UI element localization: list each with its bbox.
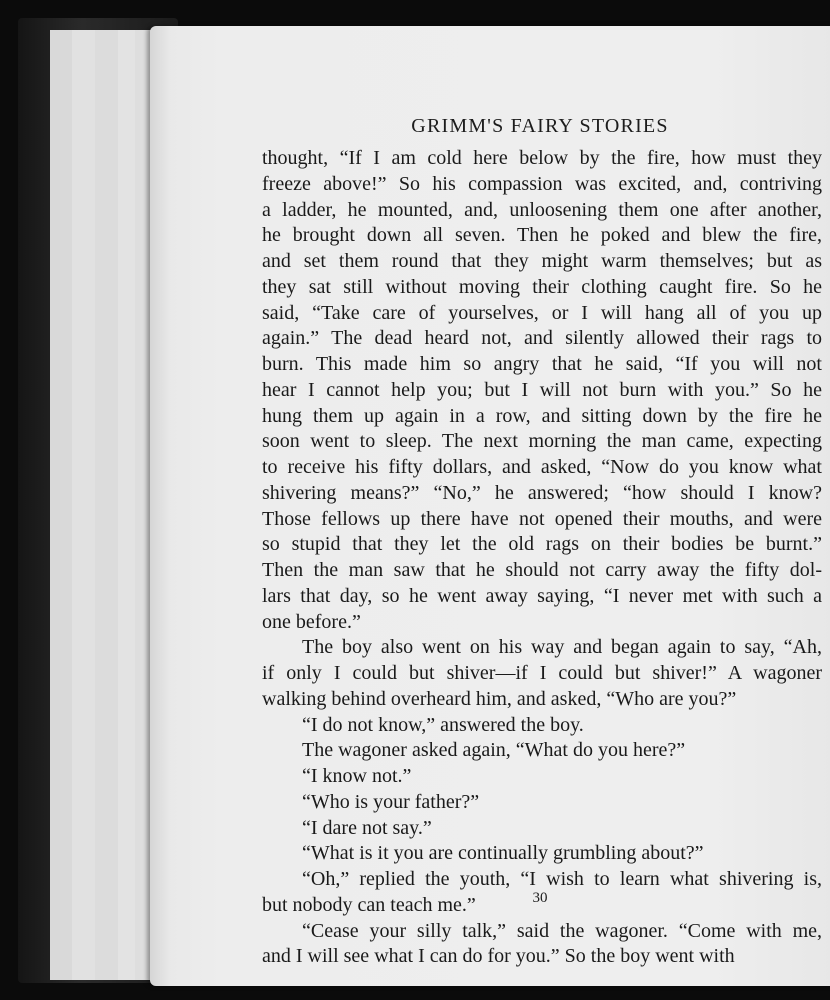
text-line: walking behind overheard him, and asked, “Who are you?” [262,687,737,710]
text-line: hung them up again in a row, and sitting down by the fire he [262,404,822,427]
text-line: “I do not know,” answered the boy. [302,713,584,736]
text-line: and I will see what I can do for you.” So the boy went with [262,945,735,968]
text-line: to receive his fifty dollars, and asked, “Now do you know what [262,456,822,478]
text-line: he brought down all seven. Then he poked and blew the fire, [262,224,822,247]
text-line: “Cease your silly talk,” said the wagoner. “Come with me, [302,919,822,942]
text-line: hear I cannot help you; but I will not burn with you.” So he [262,378,822,401]
text-line: if only I could but shiver—if I could but shiver!” A wagoner [262,662,822,684]
text-line: again.” The dead heard not, and silently allowed their rags to [262,327,822,350]
page-body-text [262,146,822,970]
text-line: “Oh,” replied the youth, “I wish to learn what shivering is, [302,868,822,890]
text-line: a ladder, he mounted, and, unloosening them one after another, [262,198,822,221]
text-line: The boy also went on his way and began again to say, “Ah, [302,636,822,659]
text-line: “What is it you are continually grumbling about?” [302,842,704,865]
text-line: shivering means?” “No,” he answered; “how should I know? [262,481,822,504]
text-line: Then the man saw that he should not carry away the fifty dol- [262,559,822,581]
running-head: GRIMM'S FAIRY STORIES [411,115,669,137]
text-line: but nobody can teach me.” [262,893,476,916]
text-line: and set them round that they might warm themselves; but as [262,250,822,272]
text-line: Those fellows up there have not opened their mouths, and were [262,507,822,530]
text-line: “I dare not say.” [302,816,432,839]
text-line: burn. This made him so angry that he said, “If you will not [262,353,822,375]
text-line: “Who is your father?” [302,790,480,813]
page-number: 30 [532,890,548,906]
text-line: thought, “If I am cold here below by the fire, how must they [262,147,822,169]
text-line: “I know not.” [302,765,412,787]
text-line: they sat still without moving their clothing caught fire. So he [262,275,822,298]
text-line: lars that day, so he went away saying, “I never met with such a [262,584,822,607]
text-line: The wagoner asked again, “What do you here?” [302,739,686,762]
text-line: so stupid that they let the old rags on their bodies be burnt.” [262,533,822,556]
text-line: freeze above!” So his compassion was excited, and, contriving [262,172,822,195]
text-line: soon went to sleep. The next morning the man came, expecting [262,430,822,453]
text-line: one before.” [262,610,361,633]
text-line: said, “Take care of yourselves, or I will hang all of you up [262,301,822,324]
